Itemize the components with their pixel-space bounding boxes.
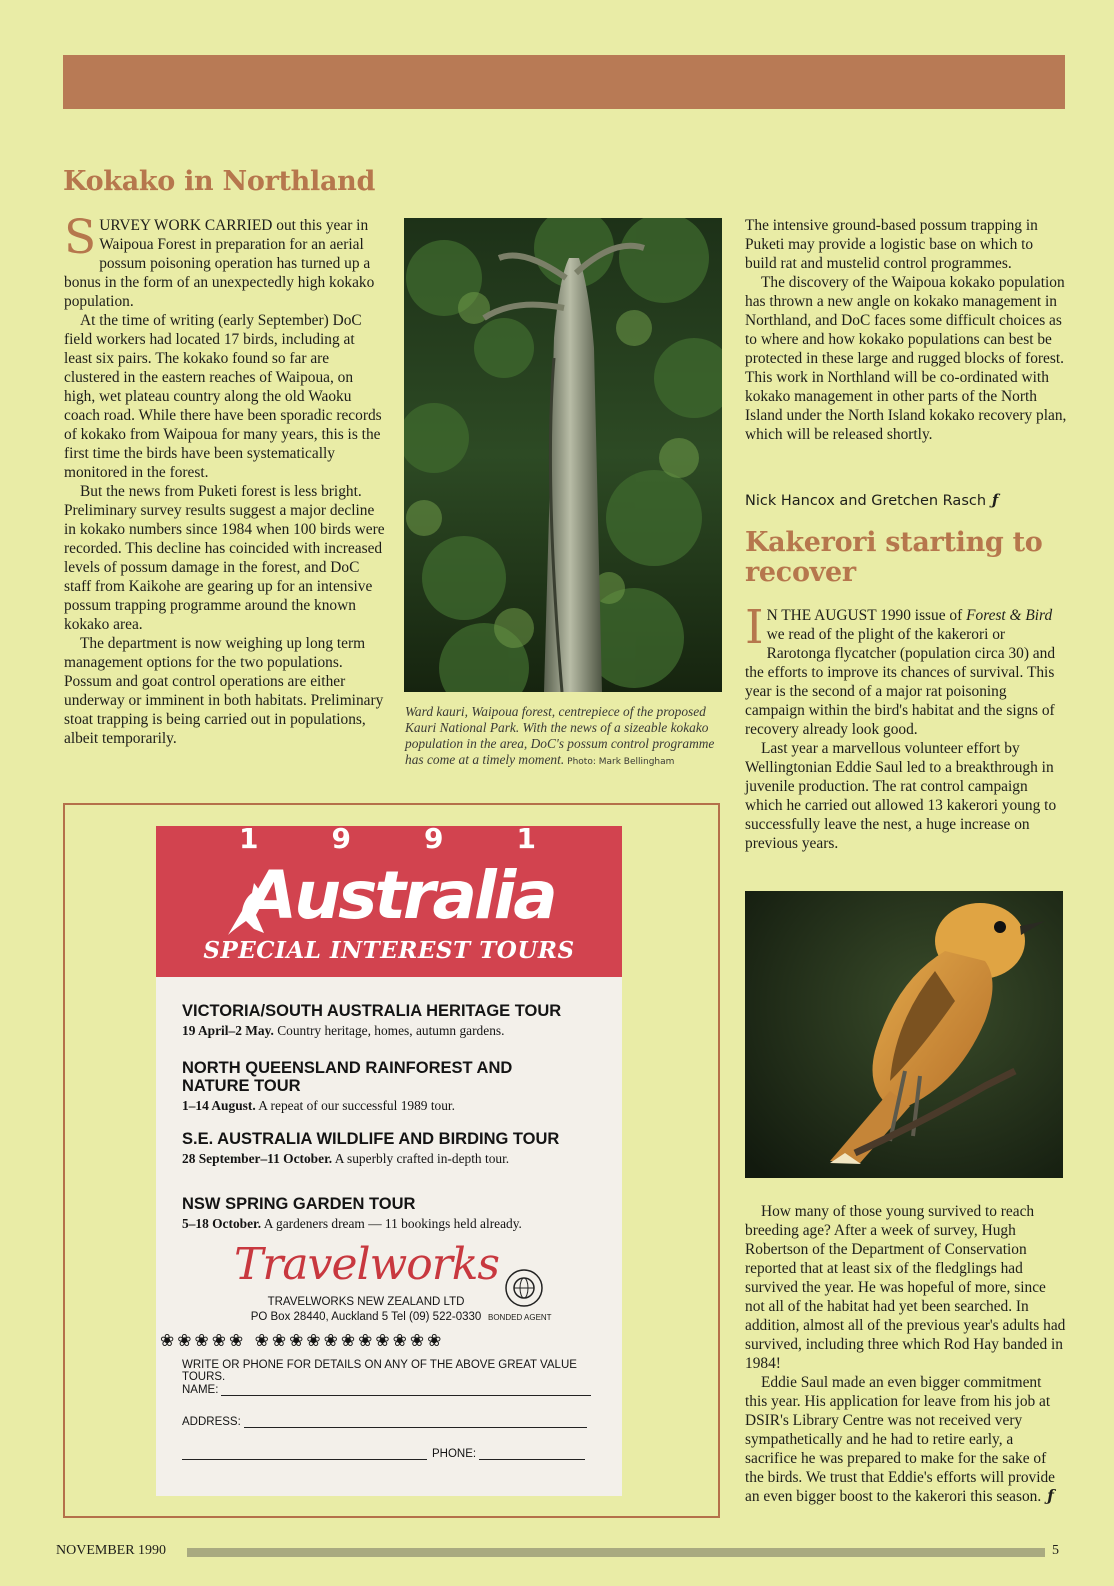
phone-label: PHONE: xyxy=(432,1448,477,1460)
paragraph: How many of those young survived to reach breeding age? After a week of survey, Hugh Robertson of the Department of Conservation reported that at least six of the fledglings had survived the year. He was hopeful of more, since not all of the habitat had yet been searched. In addition, almost all of the previous year's adults had survived, including three which Rod Hay banded in 1984! xyxy=(745,1203,1066,1372)
address-line-2[interactable] xyxy=(182,1447,427,1460)
travelworks-logo: Travelworks xyxy=(234,1239,500,1290)
tour-dates: 5–18 October. xyxy=(182,1216,262,1231)
kakerori-bird-photo xyxy=(745,891,1063,1178)
tour-details xyxy=(182,1151,602,1167)
article-kokako-column-1 xyxy=(64,210,386,748)
paragraph: At the time of writing (early September) DoC field workers had located 17 birds, including at least six pairs. The kokako found so far are clustered in the eastern reaches of Waipoua, on high, wet plateau country along the old Waoku coach road. While there have been sporadic records of kokako from Waipoua for many years, this is the first time the birds have been systematically monitored in the forest. xyxy=(64,312,382,481)
address-label: ADDRESS: xyxy=(182,1416,241,1428)
drop-cap: I xyxy=(745,600,764,655)
article-kakerori-column-1 xyxy=(745,600,1067,853)
paragraph: The department is now weighing up long term management options for the two populations. Possum and goat control operations are either underway or imminent in both habitats. Preliminary stoat trapping is being carried out in populations, albeit temporarily. xyxy=(64,635,384,747)
tour-item xyxy=(182,1002,602,1039)
tour-description: A gardeners dream — 11 bookings held already. xyxy=(261,1216,522,1231)
tour-title: NORTH QUEENSLAND RAINFOREST AND NATURE TOUR xyxy=(182,1059,513,1095)
photo-caption xyxy=(405,704,727,770)
tour-dates: 28 September–11 October. xyxy=(182,1151,333,1166)
form-instructions: WRITE OR PHONE FOR DETAILS ON ANY OF THE ABOVE GREAT VALUE TOURS. xyxy=(182,1359,577,1383)
paragraph xyxy=(64,210,386,311)
globe-icon xyxy=(504,1268,544,1308)
end-mark-icon: ƒ xyxy=(1047,1487,1054,1505)
tour-description: Country heritage, homes, autumn gardens. xyxy=(273,1023,505,1038)
tour-details xyxy=(182,1098,602,1114)
header-bar xyxy=(63,55,1065,109)
tour-description: A superbly crafted in-depth tour. xyxy=(332,1151,510,1166)
travel-advertisement xyxy=(156,822,622,1496)
end-mark-icon: ƒ xyxy=(992,492,999,509)
phone-line[interactable] xyxy=(479,1447,585,1460)
company-address: PO Box 28440, Auckland 5 Tel (09) 522-0330 xyxy=(250,1311,482,1323)
tour-description: A repeat of our successful 1989 tour. xyxy=(255,1098,455,1113)
footer-rule xyxy=(187,1548,1045,1557)
phone-field[interactable] xyxy=(182,1447,585,1460)
ad-year: 1991 xyxy=(239,822,609,855)
ad-subtitle: SPECIAL INTEREST TOURS xyxy=(203,937,575,964)
drop-cap: S xyxy=(64,210,97,265)
tour-item xyxy=(182,1059,602,1114)
tour-dates: 1–14 August. xyxy=(182,1098,256,1113)
company-info xyxy=(216,1295,516,1325)
ad-header xyxy=(156,822,622,977)
name-line[interactable] xyxy=(221,1383,591,1396)
tour-details xyxy=(182,1023,602,1039)
tour-details xyxy=(182,1216,602,1232)
tour-title: VICTORIA/SOUTH AUSTRALIA HERITAGE TOUR xyxy=(182,1002,562,1020)
caption-text: Ward kauri, Waipoua forest, centrepiece of the proposed Kauri National Park. With the news of a sizeable kokako population in the area, DoC's possum control programme has come at a timely moment. xyxy=(405,704,715,767)
magazine-title: Forest & Bird xyxy=(966,607,1053,624)
name-field[interactable] xyxy=(182,1383,591,1396)
article-kokako-column-2 xyxy=(745,216,1067,444)
photo-credit: Photo: Mark Bellingham xyxy=(567,757,675,767)
ad-brand: Australia xyxy=(246,857,555,934)
byline-text: Nick Hancox and Gretchen Rasch xyxy=(745,493,987,509)
name-label: NAME: xyxy=(182,1384,219,1396)
paragraph xyxy=(745,1373,1067,1506)
article-title-kokako: Kokako in Northland xyxy=(63,166,376,197)
article-title-kakerori: Kakerori starting to recover xyxy=(745,527,1043,588)
paragraph-text: we read of the plight of the kakerori or Rarotonga flycatcher (population circa 30) and the efforts to improve its chances of survival. This year is the second of a major rat poisoning campaign within the bird's habitat and the signs of recovery already look good. xyxy=(745,626,1056,738)
address-field[interactable] xyxy=(182,1415,587,1428)
paragraph-text: Eddie Saul made an even bigger commitment this year. His application for leave from his job at DSIR's Library Centre was not received very sympathetically and he had to retire early, a sacrifice he was prepared to make for the sake of the birds. We trust that Eddie's efforts will provide an even bigger boost to the kakerori this season. xyxy=(745,1374,1056,1505)
article-kakerori-column-2 xyxy=(745,1202,1067,1506)
tour-item xyxy=(182,1195,602,1232)
tour-dates: 19 April–2 May. xyxy=(182,1023,274,1038)
byline xyxy=(745,492,998,509)
paragraph-text: URVEY WORK CARRIED out this year in Waipoua Forest in preparation for an aerial possum poisoning operation has turned up a bonus in the form of an unexpectedly high kokako population. xyxy=(64,217,375,310)
paragraph xyxy=(745,600,1067,739)
footer-date: NOVEMBER 1990 xyxy=(56,1543,167,1558)
paragraph: The discovery of the Waipoua kokako population has thrown a new angle on kokako management in Northland, and DoC faces some difficult choices as to where and how kokako populations can best be protected in these large and rugged blocks of forest. This work in Northland will be co-ordinated with kokako management in other parts of the North Island under the North Island kokako recovery plan, which will be released shortly. xyxy=(745,274,1067,443)
page-number: 5 xyxy=(1052,1543,1059,1558)
tour-item xyxy=(182,1130,602,1167)
tour-title: S.E. AUSTRALIA WILDLIFE AND BIRDING TOUR xyxy=(182,1130,560,1148)
paragraph: The intensive ground-based possum trapping in Puketi may provide a logistic base on which to build rat and mustelid control programmes. xyxy=(745,217,1038,272)
tour-title: NSW SPRING GARDEN TOUR xyxy=(182,1195,416,1213)
bonded-agent-label: BONDED AGENT xyxy=(488,1313,552,1322)
paragraph-text: N THE AUGUST 1990 issue of xyxy=(766,607,967,624)
paw-print-icon-row: ❀❀❀❀❀ ❀❀❀❀❀❀❀❀❀❀❀ xyxy=(160,1331,445,1351)
address-line[interactable] xyxy=(244,1415,587,1428)
paragraph: But the news from Puketi forest is less bright. Preliminary survey results suggest a major decline in kokako numbers since 1984 when 100 birds were recorded. This decline has coincided with increased levels of possum damage in the forest, and DoC staff from Kaikohe are gearing up for an intensive possum trapping programme around the known kokako area. xyxy=(64,483,385,633)
company-name: TRAVELWORKS NEW ZEALAND LTD xyxy=(267,1296,465,1308)
paragraph: Last year a marvellous volunteer effort by Wellingtonian Eddie Saul led to a breakthrough in juvenile production. The rat control campaign which he carried out allowed 13 kakerori young to successfully leave the nest, a huge increase on previous years. xyxy=(745,740,1057,852)
kauri-forest-photo xyxy=(404,218,722,692)
